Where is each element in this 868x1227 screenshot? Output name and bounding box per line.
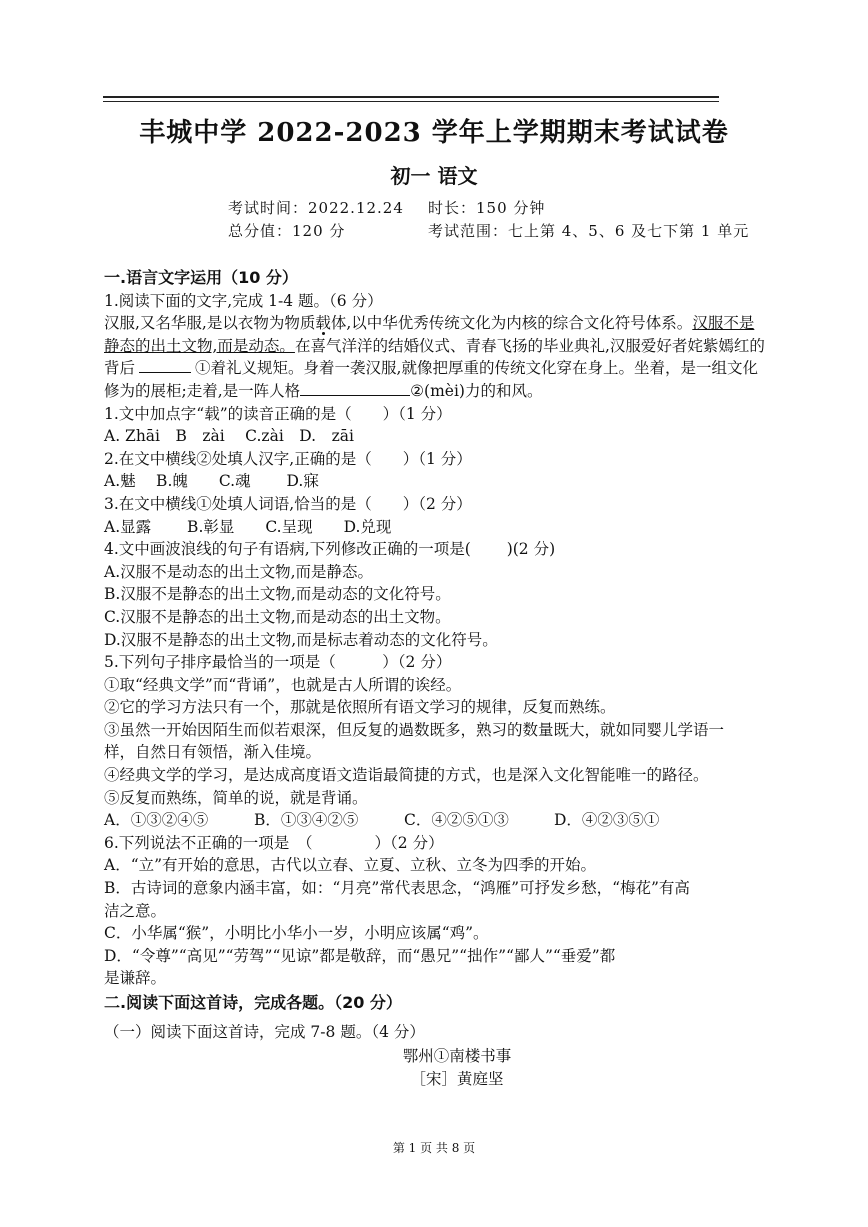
passage-text: 汉服,又名华服,是以衣物为物质 <box>104 314 316 333</box>
q5-sentence-5: ⑤反复而熟练，简单的说，就是背诵。 <box>104 788 368 807</box>
q5-sentence-3-cont: 样，自然日有领悟，渐入佳境。 <box>104 743 322 762</box>
q6-option-a: A．“立”有开始的意思，古代以立春、立夏、立秋、立冬为四季的开始。 <box>104 856 597 875</box>
passage-text: ①着礼义规矩。身着一袭汉服,就像把厚重的传统文化穿在身上。坐着，是一组文化 <box>195 359 758 378</box>
passage-text: 在喜气洋洋的结婚仪式、青春飞扬的毕业典礼,汉服爱好者姹紫嫣红的 <box>294 336 765 355</box>
passage-line-3 <box>104 357 810 380</box>
q1-intro: 1.阅读下面的文字,完成 1-4 题。（6 分） <box>104 291 383 310</box>
q4-stem: 4.文中画波浪线的句子有语病,下列修改正确的一项是( )(2 分) <box>104 540 556 559</box>
poem-author: ［宋］黄庭坚 <box>410 1069 504 1088</box>
q6-option-b-cont: 洁之意。 <box>104 901 167 920</box>
passage-line-4 <box>104 380 810 403</box>
q4-option-d: D.汉服不是静态的出土文物,而是标志着动态的文化符号。 <box>104 630 498 649</box>
dotted-char: 载 <box>315 314 331 333</box>
exam-body <box>104 267 810 1090</box>
wavy-underlined-sentence: 汉服不是 <box>692 314 755 333</box>
q5-option-d: D．④②③⑤① <box>554 811 660 830</box>
passage-text: 背后 <box>104 359 136 378</box>
subject-title: 初一 语文 <box>390 164 478 188</box>
poem-title: 鄂州①南楼书事 <box>402 1047 512 1066</box>
q5-options <box>104 809 810 832</box>
section2-part1: （一）阅读下面这首诗，完成 7-8 题。（4 分） <box>104 1022 425 1041</box>
q3-stem: 3.在文中横线①处填人词语,恰当的是（ ）（2 分） <box>104 494 472 513</box>
q6-option-d-cont: 是谦辞。 <box>104 969 167 988</box>
passage-line-1 <box>104 312 810 335</box>
total-score: 总分值：120 分 <box>228 222 346 240</box>
q5-sentence-2: ②它的学习方法只有一个，那就是依照所有语文学习的规律，反复而熟练。 <box>104 698 616 717</box>
q2-stem: 2.在文中横线②处填人汉字,正确的是（ ）（1 分） <box>104 449 472 468</box>
q5-sentence-1: ①取“经典文学”而“背诵”，也就是古人所谓的诶经。 <box>104 675 462 694</box>
page-footer: 第 1 页 共 8 页 <box>392 1141 476 1155</box>
q2-options: A.魅 B.魄 C.魂 D.寐 <box>104 472 319 491</box>
exam-time: 考试时间：2022.12.24 <box>228 199 404 217</box>
q3-options: A.显露 B.彰显 C.呈现 D.兑现 <box>104 517 392 536</box>
passage-text: 修为的展柜;走着,是一阵人格 <box>104 381 301 400</box>
q5-sentence-3: ③虽然一开始因陌生而似若艰深，但反复的過数既多，熟习的数量既大，就如同婴儿学语一 <box>104 720 725 739</box>
section2-heading: 二.阅读下面这首诗，完成各题。（20 分） <box>104 993 402 1012</box>
blank-2[interactable] <box>300 381 410 396</box>
header-rule-thin <box>103 101 719 102</box>
q5-sentence-4: ④经典文学的学习，是达成高度语文造诣最简捷的方式，也是深入文化智能唯一的路径。 <box>104 766 709 785</box>
q1-stem: 1.文中加点字“载”的读音正确的是（ ）（1 分） <box>104 404 452 423</box>
q6-stem: 6.下列说法不正确的一项是 （ ）（2 分） <box>104 833 444 852</box>
q5-option-b: B．①③④②⑤ <box>254 811 359 830</box>
passage-line-2 <box>104 335 810 358</box>
q1-options: A. Zhāi B zài C.zài D. zāi <box>104 427 354 446</box>
q6-option-b: B．古诗词的意象内涵丰富，如：“月亮”常代表思念，“鸿雁”可抒发乡愁，“梅花”有高 <box>104 879 690 898</box>
q5-option-c: C．④②⑤①③ <box>404 811 509 830</box>
wavy-underlined-sentence: 静态的出土文物,而是动态。 <box>104 336 295 355</box>
exam-scope: 考试范围：七上第 4、5、6 及七下第 1 单元 <box>428 222 750 240</box>
header-rule-thick <box>103 96 719 98</box>
passage-text: 体,以中华优秀传统文化为内核的综合文化符号体系。 <box>330 314 693 333</box>
q4-option-a: A.汉服不是动态的出土文物,而是静态。 <box>104 562 374 581</box>
section1-heading: 一.语言文字运用（10 分） <box>104 268 298 287</box>
exam-duration: 时长：150 分钟 <box>428 199 546 217</box>
q5-option-a: A．①③②④⑤ <box>104 811 209 830</box>
q5-stem: 5.下列句子排序最恰当的一项是（ ）（2 分） <box>104 653 452 672</box>
blank-1[interactable] <box>139 358 191 373</box>
q4-option-b: B.汉服不是静态的出土文物,而是动态的文化符号。 <box>104 585 451 604</box>
page-title: 丰城中学 2022-2023 学年上学期期末考试试卷 <box>139 118 729 148</box>
q6-option-c: C．小华属“猴”，小明比小华小一岁，小明应该属“鸡”。 <box>104 924 489 943</box>
passage-text: ②(mèi)力的和风。 <box>410 381 543 400</box>
q6-option-d: D．“令尊”“高见”“劳驾”“见谅”都是敬辞，而“愚兄”“拙作”“鄙人”“垂爱”都 <box>104 946 616 965</box>
q4-option-c: C.汉服不是静态的出土文物,而是动态的出土文物。 <box>104 607 451 626</box>
